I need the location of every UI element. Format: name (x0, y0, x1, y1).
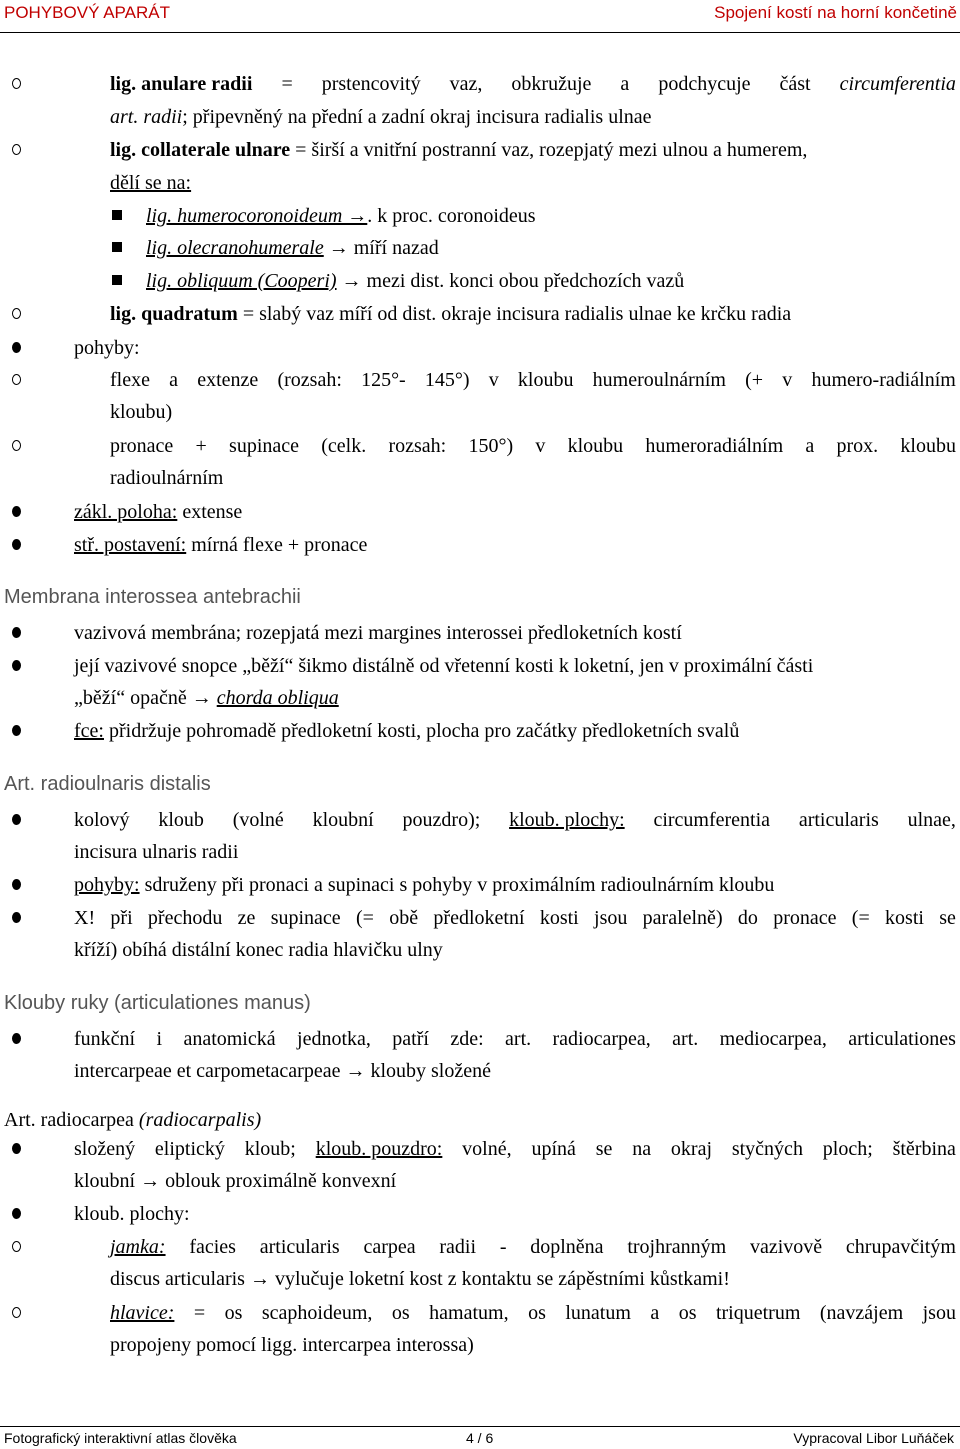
line-radioulnaris-2: pohyby: sdruženy při pronaci a supinaci s pohyby v proximálním radioulnárním kloubu (74, 874, 775, 896)
line-flexe-2: kloubu) (110, 401, 173, 423)
heading-manus: Klouby ruky (articulationes manus) (4, 992, 311, 1014)
line-anulare-2: art. radii; připevněný na přední a zadní okraj incisura radialis ulnae (110, 106, 652, 128)
line-radiocarpea-1: složený eliptický kloub; kloub. pouzdro: volné, upíná se na okraj styčných ploch; štěrbina (74, 1138, 956, 1160)
line-quadratum: lig. quadratum = slabý vaz míří od dist. okraje incisura radialis ulnae ke krčku radia (110, 303, 792, 325)
line-membrana-1: vazivová membrána; rozepjatá mezi margines interossei předloketních kostí (74, 622, 682, 644)
dot-bullet-icon (12, 879, 21, 890)
dot-bullet-icon (12, 627, 21, 638)
line-membrana-fce: fce: přidržuje pohromadě předloketní kosti, plocha pro začátky předloketních svalů (74, 720, 740, 742)
footer-page-number: 4 / 6 (466, 1430, 494, 1446)
circle-bullet-icon (12, 440, 21, 451)
circle-bullet-icon (12, 374, 21, 385)
line-manus-1b: intercarpeae et carpometacarpeae → klouby složené (74, 1060, 491, 1082)
subheading-radiocarpea: Art. radiocarpea (radiocarpalis) (4, 1109, 262, 1131)
dot-bullet-icon (12, 912, 21, 923)
dot-bullet-icon (12, 1033, 21, 1044)
line-collaterale-2: dělí se na: (110, 172, 192, 194)
circle-bullet-icon (12, 308, 21, 319)
page-header (0, 0, 960, 33)
circle-bullet-icon (12, 1241, 21, 1252)
dot-bullet-icon (12, 539, 21, 550)
line-collaterale: lig. collaterale ulnare = širší a vnitřní postranní vaz, rozepjatý mezi ulnou a humerem, (110, 139, 808, 161)
line-hlavice: hlavice: = os scaphoideum, os hamatum, os lunatum a os triquetrum (navzájem jsou (110, 1302, 956, 1324)
square-bullet-icon (112, 275, 122, 285)
line-membrana-2: její vazivové snopce „běží“ šikmo distálně od vřetenní kosti k loketní, jen v proximální části (74, 655, 814, 677)
line-jamka-2: discus articularis → vylučuje loketní kost z kontaktu se zápěstními kůstkami! (110, 1268, 730, 1290)
heading-membrana: Membrana interossea antebrachii (4, 586, 301, 608)
footer-atlas-title: Fotografický interaktivní atlas člověka (4, 1430, 237, 1446)
line-radioulnaris-1b: incisura ulnaris radii (74, 841, 239, 863)
line-flexe: flexe a extenze (rozsah: 125°- 145°) v kloubu humeroulnárním (+ v humero-radiálním (110, 369, 956, 391)
line-pronace-2: radioulnárním (110, 467, 224, 489)
line-jamka: jamka: facies articularis carpea radii - doplněna trojhranným vazivově chrupavčitým (110, 1236, 956, 1258)
header-chapter: POHYBOVÝ APARÁT (4, 3, 170, 22)
line-radiocarpea-2: kloub. plochy: (74, 1203, 190, 1225)
dot-bullet-icon (12, 1143, 21, 1154)
circle-bullet-icon (12, 78, 21, 89)
line-radioulnaris-3b: kříží) obíhá distální konec radia hlavičku ulny (74, 939, 443, 961)
dot-bullet-icon (12, 342, 21, 353)
square-bullet-icon (112, 242, 122, 252)
line-zakl-poloha: zákl. poloha: extense (74, 501, 243, 523)
page-footer (0, 1426, 960, 1449)
heading-radioulnaris: Art. radioulnaris distalis (4, 773, 211, 795)
square-bullet-icon (112, 210, 122, 220)
dot-bullet-icon (12, 506, 21, 517)
line-radiocarpea-1b: kloubní → oblouk proximálně konvexní (74, 1170, 397, 1192)
line-hlavice-2: propojeny pomocí ligg. intercarpea interossa) (110, 1334, 474, 1356)
line-obliquum: lig. obliquum (Cooperi) → mezi dist. konci obou předchozích vazů (146, 270, 685, 292)
line-pohyby: pohyby: (74, 337, 140, 359)
footer-author: Vypracoval Libor Luňáček (793, 1430, 954, 1446)
line-anulare: lig. anulare radii = prstencovitý vaz, obkružuje a podchycuje část circumferentia (110, 73, 956, 95)
line-humerocoronoideum: lig. humerocoronoideum →. k proc. coronoideus (146, 205, 536, 227)
circle-bullet-icon (12, 1307, 21, 1318)
line-membrana-3: „běží“ opačně → chorda obliqua (74, 687, 339, 709)
line-olecranohumerale: lig. olecranohumerale → míří nazad (146, 237, 439, 259)
circle-bullet-icon (12, 144, 21, 155)
line-pronace: pronace + supinace (celk. rozsah: 150°) v kloubu humeroradiálním a prox. kloubu (110, 435, 956, 457)
dot-bullet-icon (12, 814, 21, 825)
line-radioulnaris-3: X! při přechodu ze supinace (= obě předloketní kosti jsou paralelně) do pronace (= kosti se (74, 907, 956, 929)
dot-bullet-icon (12, 1208, 21, 1219)
line-radioulnaris-1: kolový kloub (volné kloubní pouzdro); kloub. plochy: circumferentia articularis ulnae, (74, 809, 956, 831)
line-manus-1: funkční i anatomická jednotka, patří zde: art. radiocarpea, art. mediocarpea, articulationes (74, 1028, 956, 1050)
dot-bullet-icon (12, 660, 21, 671)
header-topic: Spojení kostí na horní končetině (714, 3, 957, 22)
dot-bullet-icon (12, 725, 21, 736)
line-str-postaveni: stř. postavení: mírná flexe + pronace (74, 534, 368, 556)
